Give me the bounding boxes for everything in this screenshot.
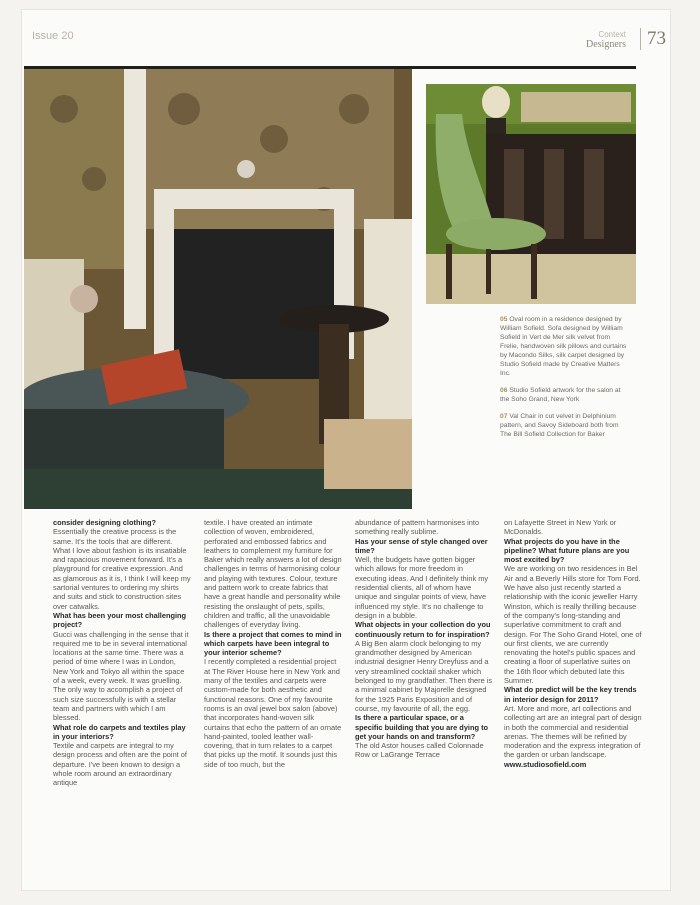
interview-question: Is there a project that comes to mind in which carpets have been integral to your interior scheme? xyxy=(204,629,342,658)
interview-question: Is there a particular space, or a specific building that you are dying to get your hands on and transform? xyxy=(355,713,489,741)
oval-room-illustration xyxy=(24,69,412,509)
page-header xyxy=(32,26,666,56)
interview-answer: abundance of pattern harmonises into something really sublime. xyxy=(355,518,480,537)
interview-answer: A Big Ben alarm clock belonging to my grandmother designed by American industrial designer Henry Dreyfuss and a very streamlined cocktail shaker which belonged to my grandfather. Then there is a minimal cabinet by Majorelle designed for the 1925 Paris Exposition and of course, my favourite of all, the egg. xyxy=(355,638,493,713)
issue-label: Issue 20 xyxy=(32,30,74,42)
interview-answer: Textile and carpets are integral to my design process and often are the point of departure. I've been known to design a whole room around an extraordinary antique xyxy=(53,741,187,788)
interview-answer: Well, the budgets have gotten bigger which allows for more freedom in executing ideas. And I definitely think my residential clients, all of whom have unique and singular points of view, have influenced my style. It's no challenge to design in a bubble. xyxy=(355,555,489,620)
interview-answer: We are working on two residences in Bel Air and a Beverly Hills store for Tom Ford. We have also just recently started a relationship with the iconic jeweller Harry Winston, which is really thrilling because of the company's long-standing and superlative commitment to craft and design. For The Soho Grand Hotel, one of our first clients, we are currently renovating the hotel's public spaces and creating a floor of superlative suites on the 16th floor which debuted late this Summer. xyxy=(504,564,642,686)
caption-05 xyxy=(500,315,630,378)
caption-text: Val Chair in cut velvet in Delphinium pattern, and Savoy Sideboard both from The Bill Sofield Collection for Baker xyxy=(500,413,619,438)
caption-text: Oval room in a residence designed by William Sofield. Sofa designed by William Sofield in Vert de Mer silk velvet from Frelie, handwoven silk pillows and curtains by Macondo Silks, silk carpet designed by Studio Sofield made by Creative Matters Inc. xyxy=(500,316,627,377)
caption-text: Studio Sofield artwork for the salon at the Soho Grand, New York xyxy=(500,387,621,403)
section-label xyxy=(586,30,626,50)
chair-sideboard-photo xyxy=(426,84,636,304)
website-url: www.studiosofield.com xyxy=(504,759,587,769)
interview-answer: Essentially the creative process is the same. It's the tools that are different. What I love about fashion is its insatiable and rapacious movement forward. It's a playground for creative expression. And as glamorous as it is, I think I will keep my sartorial ventures to ordering my shirts and suits and stick to construction sites over catwalks. xyxy=(53,527,191,611)
oval-room-photo xyxy=(24,69,412,509)
caption-07 xyxy=(500,412,630,439)
interview-question: What role do carpets and textiles play in your interiors? xyxy=(53,722,186,741)
caption-06 xyxy=(500,386,630,404)
interview-question: What has been your most challenging project? xyxy=(53,610,187,630)
caption-number: 06 xyxy=(500,387,508,394)
interview-answer: on Lafayette Street in New York or McDonalds. xyxy=(504,518,617,537)
article-column-2 xyxy=(204,518,342,769)
section-top: Context xyxy=(598,30,626,39)
interview-answer: I recently completed a residential project at The River House here in New York and many of the textiles and carpets were custom-made for both aesthetic and functional reasons. One of my favourite rooms is an oval jewel box salon (above) that incorporates hand-woven silk curtains that echo the pattern of an ornate hand-painted, tooled leather wall-covering, that in turn relates to a carpet that picks up the motif. It sounds just this side of too much, but the xyxy=(204,657,342,769)
section-name: Designers xyxy=(586,39,626,50)
interview-question: What do predict will be the key trends in interior design for 2011? xyxy=(504,685,637,704)
photo-captions xyxy=(500,315,630,447)
page-number: 73 xyxy=(640,28,666,50)
interview-answer: Art. More and more, art collections and collecting art are an integral part of design in both the commercial and residential arenas. The themes will be refined by moderation and the express integration of the garden or urban landscape. xyxy=(504,703,642,760)
caption-number: 07 xyxy=(500,413,508,420)
interview-question: consider designing clothing? xyxy=(53,518,157,527)
interview-answer: textile. I have created an intimate collection of woven, embroidered, perforated and embossed fabrics and leathers to complement my furniture for Baker which really answers a lot of design challenges in terms of harmonising colour and playing with textures. Colour, texture and pattern work to create fabrics that have a great handle and personality while resisting the onslaught of pets, spills, children and traffic, all the unavoidable challenges of everyday living. xyxy=(204,518,342,630)
interview-answer: The old Astor houses called Colonnade Row or LaGrange Terrace xyxy=(355,741,484,760)
interview-question: Has your sense of style changed over time? xyxy=(355,536,488,555)
chair-illustration xyxy=(426,84,636,304)
interview-question: What objects in your collection do you continuously return to for inspiration? xyxy=(355,620,491,639)
caption-number: 05 xyxy=(500,316,508,323)
article-column-4 xyxy=(504,518,642,769)
interview-question: What projects do you have in the pipeline? What future plans are you most excited by? xyxy=(504,536,630,565)
article-column-3 xyxy=(355,518,493,760)
article-column-1 xyxy=(53,518,191,788)
interview-answer: Gucci was challenging in the sense that it required me to be in several international locations at the same time. There was a period of time where I was in London, New York and Tokyo all within the space of a week, every week. It was gruelling. The only way to accomplish a project of such size successfully is with a stellar team and partners with which I am blessed. xyxy=(53,629,189,723)
